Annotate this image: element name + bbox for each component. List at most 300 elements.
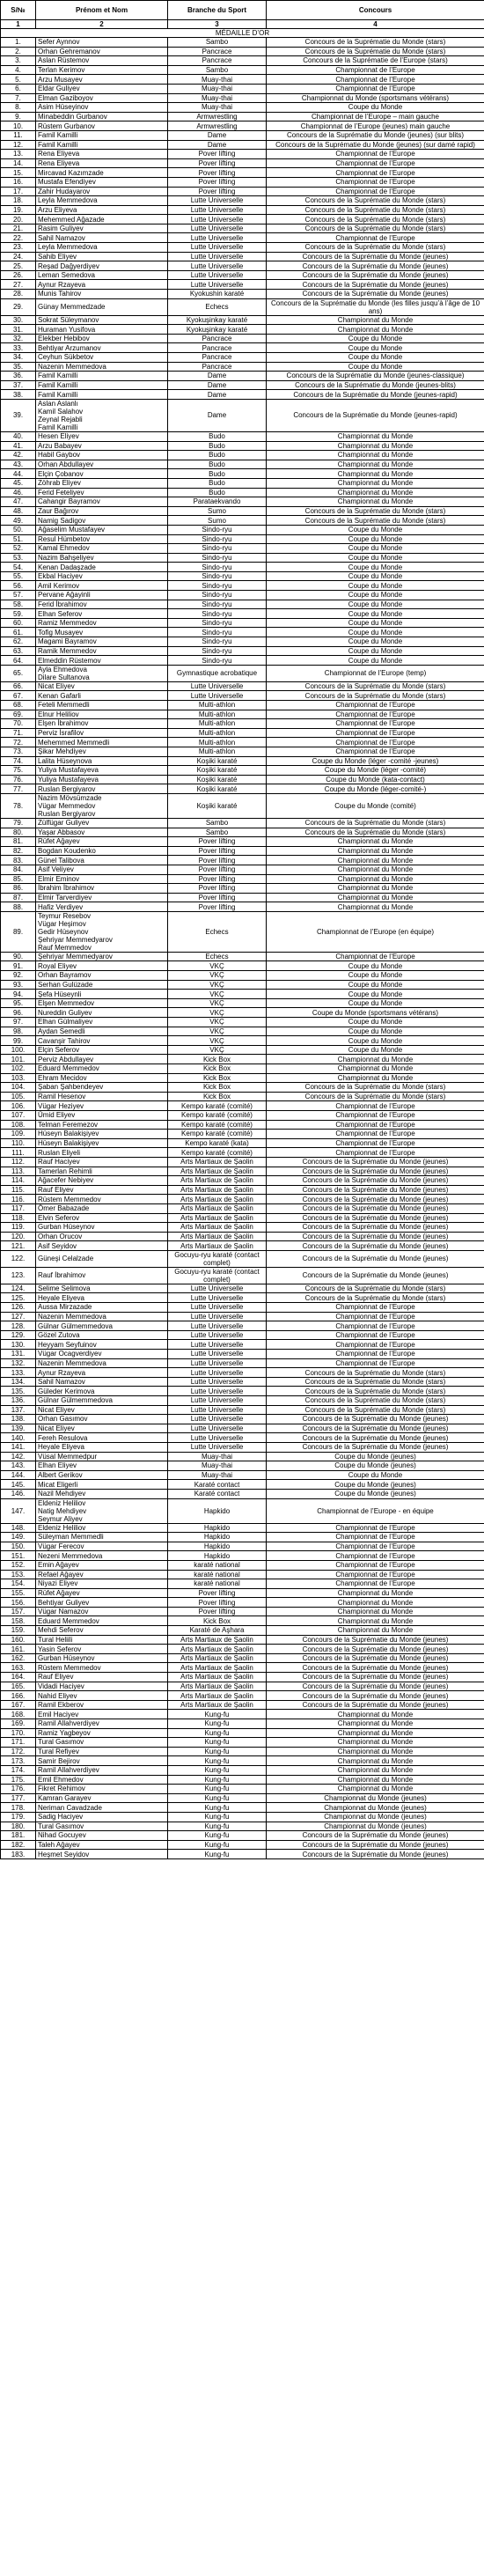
sport-branch: Muay-thai [168,75,267,85]
sport-branch: Budo [168,469,267,479]
table-row [1,334,484,343]
table-row [1,1756,484,1766]
contest-name: Championnat de l’Europe [267,1350,484,1359]
contest-name: Concours de la Suprématie du Monde (jeunes) [267,1415,484,1424]
sport-branch: Lutte Universelle [168,1387,267,1396]
row-number: 140. [1,1433,36,1443]
sport-branch: Pover lifting [168,1607,267,1616]
athlete-name: Orhan Orucov [36,1232,168,1241]
athlete-name: Gurban Hüseynov [36,1653,168,1663]
sport-branch: Gocuyu-ryu karaté (contact complet) [168,1267,267,1284]
sport-branch: Arts Martiaux de Şaolin [168,1223,267,1233]
sport-branch: Karaté contact [168,1489,267,1498]
contest-name: Concours de la Suprématie du Monde (stars) [267,1293,484,1303]
athlete-name: Ramil Ekberov [36,1700,168,1710]
athlete-name: Serhan Gulüzade [36,980,168,990]
athlete-name: Zahir Hudayarov [36,187,168,196]
row-number: 21. [1,224,36,233]
athlete-name: Sahil Namazov [36,233,168,243]
table-row [1,581,484,591]
row-number: 153. [1,1570,36,1579]
contest-name: Concours de la Suprématie du Monde (stars) [267,681,484,691]
sport-branch: Dame [168,372,267,381]
row-number: 117. [1,1203,36,1213]
sport-branch: Kick Box [168,1073,267,1083]
athlete-name: Kenan Dadaşzade [36,563,168,572]
sport-branch: Arts Martiaux de Şaolin [168,1232,267,1241]
contest-name: Championnat du Monde [267,1747,484,1756]
sport-branch: Kung-fu [168,1785,267,1794]
contest-name: Concours de la Suprématie du Monde (jeunes) [267,1682,484,1691]
sport-branch: Pover lifting [168,893,267,902]
sport-branch: Parataekvando [168,497,267,507]
table-row [1,1083,484,1093]
table-row [1,1167,484,1176]
row-number: 54. [1,563,36,572]
table-row [1,1653,484,1663]
sport-branch: Kung-fu [168,1747,267,1756]
athlete-name: Güneşi Celalzade [36,1250,168,1267]
sport-branch: Muay-thai [168,93,267,103]
sport-branch: Koşiki karaté [168,784,267,794]
row-number: 90. [1,952,36,961]
sport-branch: Hapkido [168,1498,267,1523]
athlete-name: Vügar Ferecov [36,1542,168,1551]
sport-branch: Sambo [168,65,267,75]
table-row [1,140,484,150]
table-row [1,261,484,271]
contest-name: Championnat du Monde [267,1775,484,1785]
contest-name: Championnat de l’Europe [267,719,484,729]
table-row [1,1064,484,1074]
sport-branch: Budo [168,460,267,469]
athlete-name: Neriman Cavadzade [36,1803,168,1813]
contest-name: Coupe du Monde [267,971,484,981]
athlete-name: Nazenin Memmedova [36,1358,168,1368]
table-body [1,38,484,1859]
sport-branch: Kempo karaté (kata) [168,1138,267,1148]
row-number: 5. [1,75,36,85]
athlete-name: Hafiz Verdiyev [36,902,168,912]
sport-branch: Arts Martiaux de Şaolin [168,1645,267,1654]
athlete-name: Tural Refiyev [36,1747,168,1756]
table-row [1,591,484,600]
contest-name: Concours de la Suprématie du Monde (jeunes-rapid) [267,390,484,400]
header-index-1: 1 [1,20,36,29]
contest-name: Coupe du Monde (jeunes) [267,1452,484,1461]
sport-branch: Arts Martiaux de Şaolin [168,1700,267,1710]
sport-branch: Muay-thai [168,103,267,113]
sport-branch: Lutte Universelle [168,1415,267,1424]
sport-branch: Lutte Universelle [168,1442,267,1452]
contest-name: Coupe du Monde [267,1018,484,1027]
table-row [1,990,484,999]
sport-branch: Lutte Universelle [168,1350,267,1359]
table-row [1,1850,484,1859]
sport-branch: Lutte Universelle [168,1433,267,1443]
contest-name: Championnat du Monde [267,325,484,335]
athlete-name: Elşen İbrahimov [36,719,168,729]
table-row [1,224,484,233]
table-row [1,719,484,729]
sport-branch: Budo [168,451,267,460]
table-row [1,1551,484,1561]
row-number: 89. [1,911,36,952]
table-row [1,865,484,874]
row-number: 174. [1,1765,36,1775]
table-row [1,1157,484,1167]
sport-branch: Muay-thai [168,1452,267,1461]
athlete-name: Selime Selimova [36,1284,168,1293]
contest-name: Concours de la Suprématie du Monde (jeunes) [267,1653,484,1663]
table-row [1,1812,484,1822]
athlete-name: Aslan Aslanlı Kamil Salahov Zeynal Rejabli Famil Kamilli [36,399,168,431]
sport-branch: Kick Box [168,1616,267,1626]
sport-branch: Lutte Universelle [168,1396,267,1406]
table-row [1,818,484,828]
athlete-name: Yuliya Mustafayeva [36,766,168,776]
contest-name: Concours de la Suprématie du Monde (jeunes) [267,1840,484,1850]
row-number: 41. [1,441,36,451]
table-row [1,1223,484,1233]
row-number: 86. [1,884,36,894]
table-row [1,1405,484,1415]
contest-name: Concours de la Suprématie du Monde (stars) [267,828,484,837]
contest-name: Concours de la Suprématie du Monde (jeunes) [267,1700,484,1710]
contest-name: Coupe du Monde [267,980,484,990]
table-row [1,1822,484,1831]
row-number: 173. [1,1756,36,1766]
sport-branch: Kyokushin karaté [168,290,267,299]
table-row [1,1176,484,1186]
row-number: 177. [1,1793,36,1803]
table-row [1,1213,484,1223]
row-number: 20. [1,215,36,224]
athlete-name: Nazenin Memmedova [36,362,168,372]
sport-branch: Kung-fu [168,1803,267,1813]
contest-name: Coupe du Monde [267,334,484,343]
sport-branch: Kung-fu [168,1850,267,1859]
sport-branch: Karaté contact [168,1480,267,1490]
row-number: 61. [1,628,36,637]
header-contest: Concours [267,1,484,20]
sport-branch: Pover lifting [168,158,267,168]
table-row [1,728,484,738]
table-row [1,75,484,85]
table-row [1,747,484,756]
athlete-name: Orhan Gasımov [36,1415,168,1424]
contest-name: Championnat de l’Europe [267,177,484,187]
row-number: 82. [1,846,36,856]
sport-branch: Lutte Universelle [168,224,267,233]
athlete-name: Elçin Seferov [36,1045,168,1055]
athlete-name: Emil Haciyev [36,1710,168,1719]
row-number: 103. [1,1073,36,1083]
contest-name: Concours de la Suprématie du Monde (jeunes) [267,1250,484,1267]
athlete-name: Heşmet Seyidov [36,1850,168,1859]
athlete-name: Telman Feremezov [36,1120,168,1130]
contest-name: Championnat du Monde [267,1738,484,1748]
table-row [1,1710,484,1719]
athlete-name: Şefa Hüseynli [36,990,168,999]
row-number: 29. [1,298,36,315]
athlete-name: Nureddin Guliyev [36,1008,168,1018]
athlete-name: Famil Kamilli [36,372,168,381]
table-row [1,756,484,766]
table-row [1,1092,484,1101]
athlete-name: Arzu Babayev [36,441,168,451]
athlete-name: Samir Bejirov [36,1756,168,1766]
athlete-name: Şaban Şahbendeyev [36,1083,168,1093]
row-number: 32. [1,334,36,343]
table-row [1,874,484,884]
contest-name: Coupe du Monde (léger -comité -jeunes) [267,756,484,766]
header-index-3: 3 [168,20,267,29]
sport-branch: Pancrace [168,334,267,343]
row-number: 39. [1,399,36,431]
table-row [1,1765,484,1775]
contest-name: Championnat de l’Europe [267,1110,484,1120]
row-number: 66. [1,681,36,691]
sport-branch: Pover lifting [168,187,267,196]
sport-branch: Arts Martiaux de Şaolin [168,1663,267,1673]
table-row [1,65,484,75]
contest-name: Championnat de l’Europe [267,1303,484,1313]
contest-name: Concours de la Suprématie du Monde (stars) [267,691,484,701]
table-row [1,701,484,710]
table-row [1,553,484,563]
athlete-name: Aynur Rzayeva [36,280,168,290]
sport-branch: Echecs [168,298,267,315]
athlete-name: Gülnar Gülmemmedova [36,1396,168,1406]
sport-branch: Sindo-ryu [168,571,267,581]
contest-name: Championnat du Monde [267,497,484,507]
athlete-name: Rena Eliyeva [36,150,168,159]
table-row [1,1635,484,1645]
contest-name: Championnat de l’Europe [267,728,484,738]
athlete-name: Kenan Gafarli [36,691,168,701]
sport-branch: VKÇ [168,980,267,990]
athlete-name: Vüsal Memmedpur [36,1452,168,1461]
athlete-name: Elhan Seferov [36,609,168,619]
athlete-name: Famil Kamilli [36,380,168,390]
athlete-name: Ramiz Memmedov [36,618,168,628]
athlete-name: Asif Veliyev [36,865,168,874]
sport-branch: Lutte Universelle [168,196,267,206]
contest-name: Championnat du Monde [267,1588,484,1598]
sport-branch: Lutte Universelle [168,252,267,261]
athlete-name: Ramil Hesenov [36,1092,168,1101]
sport-branch: Pover lifting [168,1598,267,1608]
row-number: 52. [1,544,36,554]
contest-name: Coupe du Monde [267,646,484,656]
sport-branch: Budo [168,441,267,451]
row-number: 148. [1,1523,36,1533]
athlete-name: Aussa Mirzazade [36,1303,168,1313]
athlete-name: Heyale Eliyeva [36,1293,168,1303]
athlete-name: Ümid Eliyev [36,1110,168,1120]
contest-name: Coupe du Monde [267,628,484,637]
athlete-name: Nahid Eliyev [36,1691,168,1701]
athlete-name: Rüstem Memmedov [36,1663,168,1673]
row-number: 113. [1,1167,36,1176]
athlete-name: Sokrat Süleymanov [36,315,168,325]
athlete-name: Eduard Memmedov [36,1616,168,1626]
contest-name: Championnat du Monde [267,1064,484,1074]
athlete-name: Elmeddin Rüstemov [36,656,168,666]
table-row [1,390,484,400]
sport-branch: Pancrace [168,56,267,66]
row-number: 155. [1,1588,36,1598]
row-number: 159. [1,1626,36,1636]
contest-name: Concours de la Suprématie du Monde (jeunes) (sur damé rapid) [267,140,484,150]
sport-branch: Arts Martiaux de Şaolin [168,1682,267,1691]
row-number: 60. [1,618,36,628]
contest-name: Championnat de l’Europe [267,738,484,747]
contest-name: Concours de la Suprématie du Monde (les filles jusqu’à l’âge de 10 ans) [267,298,484,315]
contest-name: Championnat de l’Europe [267,1542,484,1551]
athlete-name: Güleder Kerimova [36,1387,168,1396]
contest-name: Concours de la Suprématie du Monde (stars) [267,215,484,224]
sport-branch: Sindo-ryu [168,591,267,600]
sport-branch: Kung-fu [168,1765,267,1775]
table-row [1,431,484,441]
athlete-name: Eldeniz Heliliov [36,1523,168,1533]
contest-name: Concours de la Suprématie du Monde (jeunes) [267,270,484,280]
athlete-name: Gurban Hüseynov [36,1223,168,1233]
contest-name: Championnat de l’Europe [267,187,484,196]
contest-name: Concours de la Suprématie du Monde (stars) [267,224,484,233]
row-number: 68. [1,701,36,710]
row-number: 93. [1,980,36,990]
athlete-name: Şehriyar Memmedyarov [36,952,168,961]
contest-name: Championnat de l’Europe (temp) [267,665,484,681]
row-number: 79. [1,818,36,828]
sport-branch: Pancrace [168,47,267,56]
table-row [1,1461,484,1471]
contest-name: Concours de la Suprématie du Monde (jeunes) [267,1203,484,1213]
contest-name: Coupe du Monde [267,591,484,600]
sport-branch: Pancrace [168,353,267,363]
athlete-name: Ömer Babazade [36,1203,168,1213]
sport-branch: VKÇ [168,1036,267,1046]
sport-branch: Multi-athlon [168,701,267,710]
sport-branch: Kempo karaté (comité) [168,1101,267,1111]
athlete-name: Bogdan Koudenko [36,846,168,856]
table-row [1,911,484,952]
contest-name: Championnat de l’Europe [267,1579,484,1589]
table-row [1,1148,484,1158]
athlete-name: Elman Gaziboyov [36,93,168,103]
contest-name: Concours de la Suprématie du Monde (stars) [267,243,484,253]
section-row [1,29,484,38]
contest-name: Championnat de l’Europe [267,1358,484,1368]
row-number: 24. [1,252,36,261]
sport-branch: Lutte Universelle [168,1284,267,1293]
sport-branch: Kung-fu [168,1738,267,1748]
athlete-name: Ehram Mecidov [36,1073,168,1083]
contest-name: Championnat du Monde [267,315,484,325]
row-number: 13. [1,150,36,159]
row-number: 23. [1,243,36,253]
row-number: 133. [1,1368,36,1378]
table-row [1,1616,484,1626]
row-number: 88. [1,902,36,912]
row-number: 73. [1,747,36,756]
sport-branch: Sindo-ryu [168,637,267,647]
table-row [1,451,484,460]
contest-name: Concours de la Suprématie du Monde (jeunes) [267,1232,484,1241]
sport-branch: Kung-fu [168,1710,267,1719]
row-number: 110. [1,1138,36,1148]
row-number: 152. [1,1560,36,1570]
table-row [1,121,484,131]
athlete-name: Rüfet Ağayev [36,837,168,847]
table-row [1,93,484,103]
sport-branch: Lutte Universelle [168,1405,267,1415]
table-row [1,1424,484,1433]
contest-name: Championnat de l’Europe [267,1330,484,1340]
row-number: 38. [1,390,36,400]
sport-branch: Lutte Universelle [168,1424,267,1433]
row-number: 75. [1,766,36,776]
sport-branch: Lutte Universelle [168,205,267,215]
sport-branch: Arts Martiaux de Şaolin [168,1176,267,1186]
athlete-name: Cahangir Bayramov [36,497,168,507]
athlete-name: Sadig Haciyev [36,1812,168,1822]
sport-branch: Lutte Universelle [168,1340,267,1350]
athlete-name: Behtiyar Arzumanov [36,343,168,353]
row-number: 106. [1,1101,36,1111]
athlete-name: Ağacefer Nebiyev [36,1176,168,1186]
athlete-name: Fikret Rehimov [36,1785,168,1794]
table-row [1,766,484,776]
athlete-name: Yuliya Mustafayeva [36,775,168,784]
athlete-name: Zülfügar Guliyev [36,818,168,828]
row-number: 2. [1,47,36,56]
contest-name: Concours de la Suprématie du Monde (stars) [267,1092,484,1101]
table-row [1,196,484,206]
row-number: 165. [1,1682,36,1691]
sport-branch: Pover lifting [168,1588,267,1598]
table-row [1,497,484,507]
athlete-name: Aslan Rüstemov [36,56,168,66]
contest-name: Championnat du Monde (jeunes) [267,1793,484,1803]
contest-name: Coupe du Monde [267,534,484,544]
table-row [1,1523,484,1533]
athlete-name: Gözel Zutova [36,1330,168,1340]
athlete-name: Yaşar Abbasov [36,828,168,837]
row-number: 96. [1,1008,36,1018]
contest-name: Concours de la Suprématie du Monde (jeunes-classique) [267,372,484,381]
table-row [1,290,484,299]
athlete-name: Albert Gerikov [36,1470,168,1480]
table-row [1,1368,484,1378]
table-row [1,1330,484,1340]
table-row [1,1195,484,1204]
sport-branch: Dame [168,130,267,140]
sport-branch: Arts Martiaux de Şaolin [168,1167,267,1176]
athlete-name: Habil Gaybov [36,451,168,460]
athlete-name: Refael Ağayev [36,1570,168,1579]
table-row [1,270,484,280]
contest-name: Concours de la Suprématie du Monde (jeunes) [267,1635,484,1645]
contest-name: Championnat du Monde [267,1785,484,1794]
table-row [1,1130,484,1139]
row-number: 125. [1,1293,36,1303]
athlete-name: Orhan Gehremanov [36,47,168,56]
athlete-name: Rauf Haciyev [36,1157,168,1167]
